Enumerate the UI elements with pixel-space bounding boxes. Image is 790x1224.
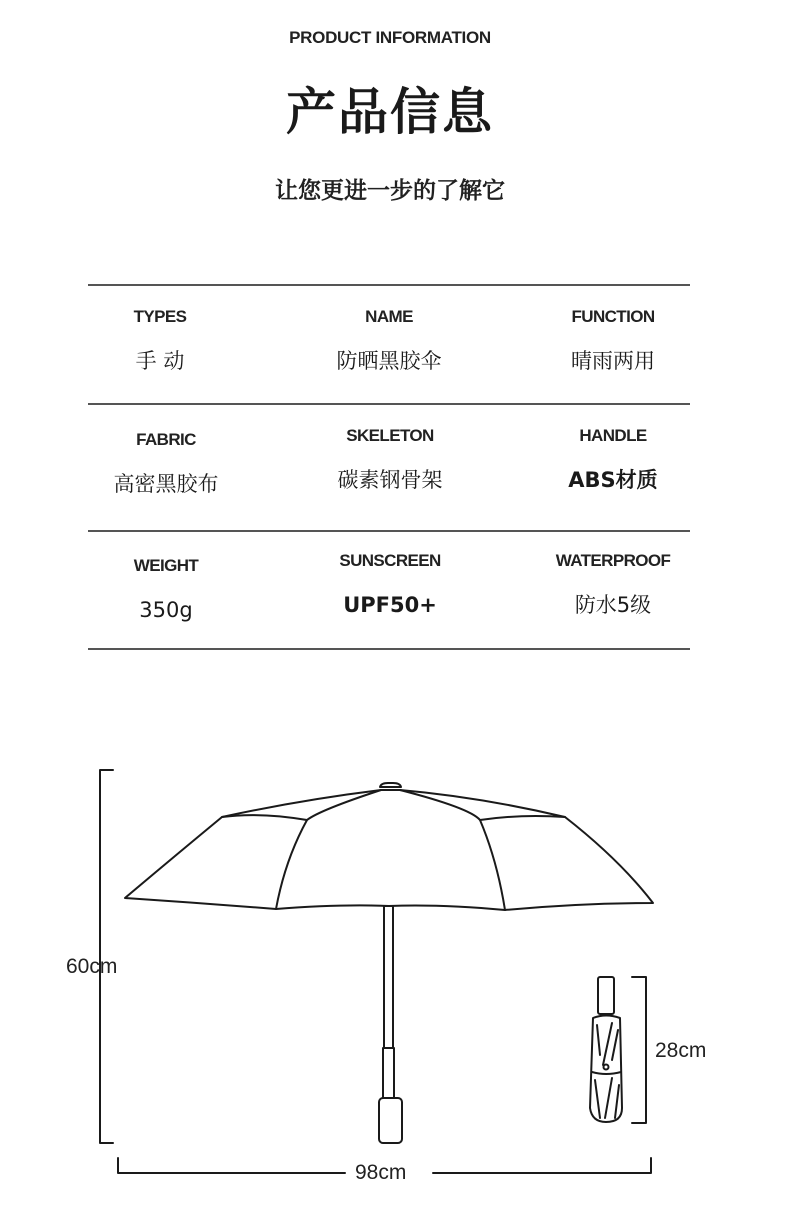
width-dimension-label: 98cm	[355, 1161, 407, 1184]
spec-label: WATERPROOF	[555, 551, 671, 570]
open-umbrella-icon	[125, 783, 653, 1143]
spec-label: SKELETON	[346, 426, 434, 445]
spec-value: ABS材质	[568, 468, 658, 492]
spec-label: FUNCTION	[571, 307, 655, 326]
spec-value: 晴雨两用	[571, 349, 655, 373]
spec-label: FABRIC	[136, 430, 196, 449]
spec-label: NAME	[365, 307, 413, 326]
spec-label: SUNSCREEN	[339, 551, 441, 570]
spec-label: HANDLE	[579, 426, 647, 445]
spec-value: 碳素钢骨架	[337, 468, 443, 492]
spec-value: 防晒黑胶伞	[336, 349, 442, 373]
width-dimension-line-left	[118, 1158, 345, 1173]
spec-label: TYPES	[133, 307, 187, 326]
spec-label: WEIGHT	[133, 556, 199, 575]
spec-value: 防水5级	[574, 593, 652, 617]
folded-umbrella-icon	[590, 977, 622, 1122]
width-dimension-line-right	[433, 1158, 651, 1173]
folded-length-label: 28cm	[655, 1039, 707, 1062]
height-dimension-label: 60cm	[66, 955, 118, 978]
spec-value: 高密黑胶布	[113, 472, 219, 496]
spec-value: 350g	[139, 598, 193, 622]
page-title: 产品信息	[286, 83, 494, 141]
page-subtitle: 让您更进一步的了解它	[275, 178, 505, 204]
spec-value: 手 动	[135, 349, 185, 373]
spec-value: UPF50+	[343, 593, 437, 617]
header-english-title: PRODUCT INFORMATION	[289, 28, 491, 47]
folded-dimension-bracket	[632, 977, 646, 1123]
